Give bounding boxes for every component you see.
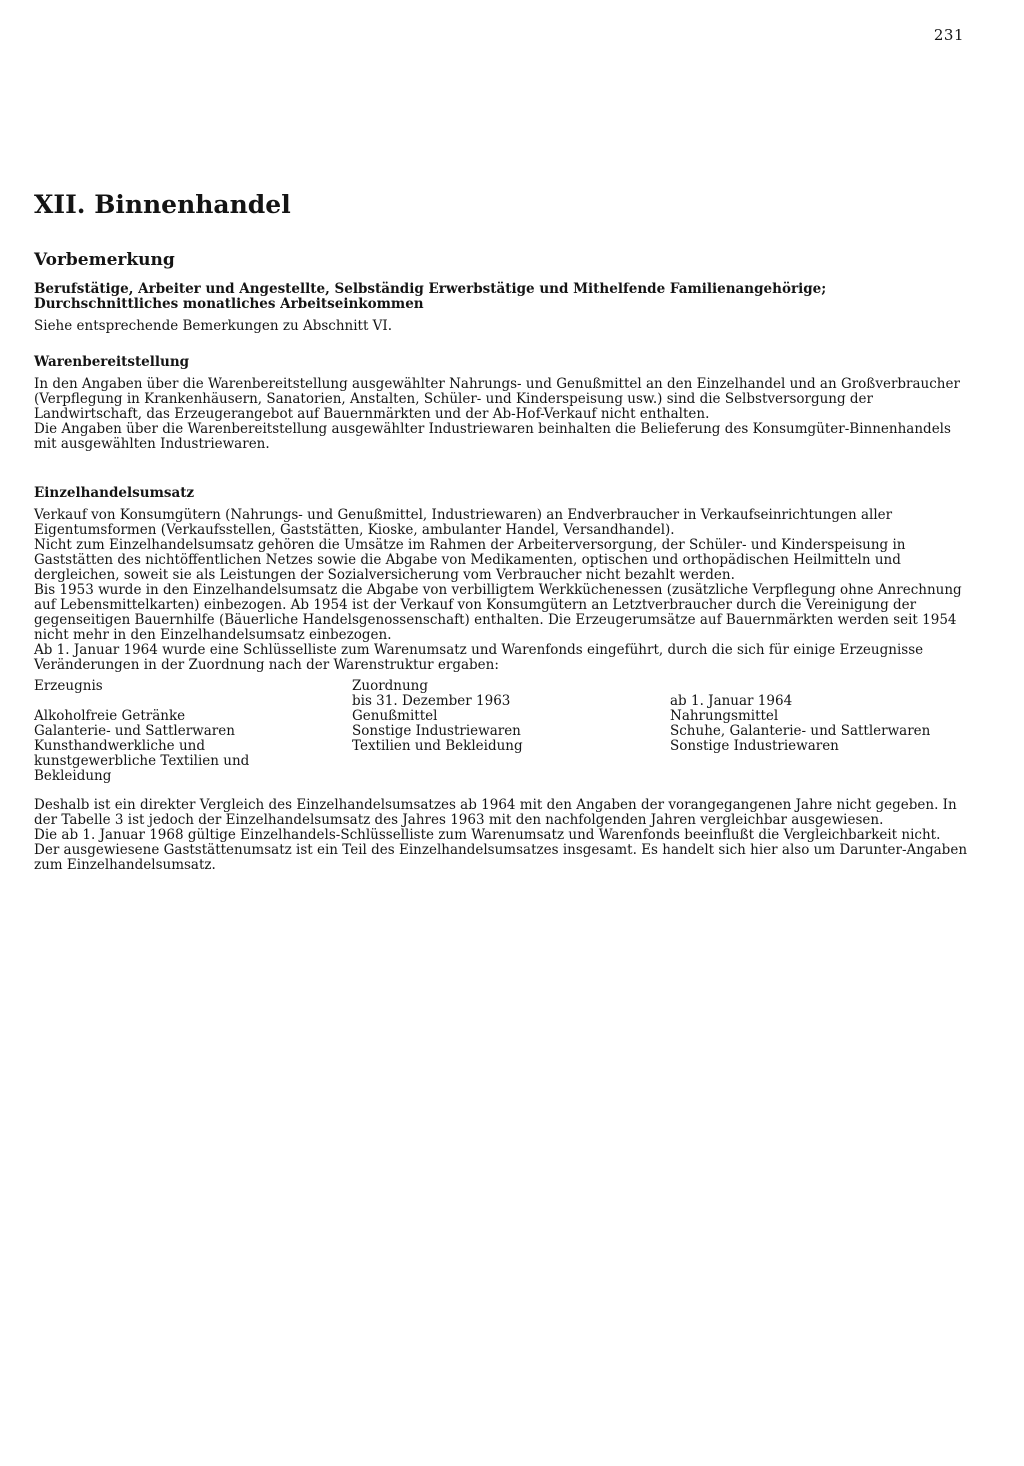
warenbereitstellung-paragraph: In den Angaben über die Warenbereitstellung ausgewählter Nahrungs- und Genußmittel an den Einzelhandel und an Großverbraucher (Verpflegung in Krankenhäusern, Sanatorien, Anstalten, Schüler- und Kinderspeisung usw.) sind die Selbstversorgung der Landwirtschaft, das Erzeugerangebot auf Bauernmärkten und der Ab-Hof-Verkauf nicht enthalten.: [34, 376, 960, 422]
page-number: 231: [933, 26, 964, 44]
table-cell-erzeugnis: Kunsthandwerkliche und kunstgewerbliche Textilien und Bekleidung: [34, 738, 250, 784]
table-cell-erzeugnis: Galanterie- und Sattlerwaren: [34, 723, 235, 739]
document-body: [34, 250, 969, 873]
intro-text: Siehe entsprechende Bemerkungen zu Abschnitt VI.: [34, 318, 393, 334]
warenbereitstellung-heading: Warenbereitstellung: [34, 354, 190, 370]
table-cell-bis: Textilien und Bekleidung: [352, 738, 523, 754]
section-heading: Vorbemerkung: [34, 250, 175, 270]
table-header-zuordnung: Zuordnung: [352, 678, 429, 694]
closing-paragraph: Die ab 1. Januar 1968 gültige Einzelhandels-Schlüsselliste zum Warenumsatz und Warenfonds beeinflußt die Vergleichbarkeit nicht.: [34, 827, 941, 843]
zuordnung-table: [34, 679, 969, 784]
table-subheader-bis: bis 31. Dezember 1963: [352, 693, 511, 709]
einzelhandelsumsatz-heading: Einzelhandelsumsatz: [34, 485, 195, 501]
table-cell-bis: Sonstige Industriewaren: [352, 723, 521, 739]
chapter-title: XII. Binnenhandel: [34, 190, 291, 219]
table-cell-ab: Sonstige Industriewaren: [670, 738, 839, 754]
table-cell-ab: Schuhe, Galanterie- und Sattlerwaren: [670, 723, 931, 739]
table-cell-ab: Nahrungsmittel: [670, 708, 779, 724]
closing-paragraph: Der ausgewiesene Gaststättenumsatz ist ein Teil des Einzelhandelsumsatzes insgesamt. Es handelt sich hier also um Darunter-Angaben zum Einzelhandelsumsatz.: [34, 842, 968, 873]
table-subheader-ab: ab 1. Januar 1964: [670, 693, 793, 709]
einzelhandelsumsatz-paragraph: Nicht zum Einzelhandelsumsatz gehören die Umsätze im Rahmen der Arbeiterversorgung, der Schüler- und Kinderspeisung in Gaststätten des nichtöffentlichen Netzes sowie die Abgabe von Medikamenten, optischen und orthopädischen Heilmitteln und dergleichen, soweit sie als Leistungen der Sozialversicherung vom Verbraucher nicht bezahlt werden.: [34, 537, 906, 583]
closing-paragraph: Deshalb ist ein direkter Vergleich des Einzelhandelsumsatzes ab 1964 mit den Angaben der vorangegangenen Jahre nicht gegeben. In der Tabelle 3 ist jedoch der Einzelhandelsumsatz des Jahres 1963 mit den nachfolgenden Jahren vergleichbar ausgewiesen.: [34, 797, 957, 828]
einzelhandelsumsatz-paragraph: Ab 1. Januar 1964 wurde eine Schlüsselliste zum Warenumsatz und Warenfonds eingeführt, durch die sich für einige Erzeugnisse Veränderungen in der Zuordnung nach der Warenstruktur ergaben:: [34, 642, 924, 673]
table-cell-bis: Genußmittel: [352, 708, 438, 724]
warenbereitstellung-paragraph: Die Angaben über die Warenbereitstellung ausgewählter Industriewaren beinhalten die Belieferung des Konsumgüter-Binnenhandels mit ausgewählten Industriewaren.: [34, 421, 951, 452]
einzelhandelsumsatz-paragraph: Bis 1953 wurde in den Einzelhandelsumsatz die Abgabe von verbilligtem Werkküchenessen (zusätzliche Verpflegung ohne Anrechnung auf Lebensmittelkarten) einbezogen. Ab 1954 ist der Verkauf von Konsumgütern an Letztverbraucher durch die Vereinigung der gegenseitigen Bauernhilfe (Bäuerliche Handelsgenossenschaft) enthalten. Die Erzeugerumsätze auf Bauernmärkten werden seit 1954 nicht mehr in den Einzelhandelsumsatz einbezogen.: [34, 582, 962, 643]
einzelhandelsumsatz-paragraph: Verkauf von Konsumgütern (Nahrungs- und Genußmittel, Industriewaren) an Endverbraucher in Verkaufseinrichtungen aller Eigentumsformen (Verkaufsstellen, Gaststätten, Kioske, ambulanter Handel, Versandhandel).: [34, 507, 893, 538]
table-header-erzeugnis: Erzeugnis: [34, 678, 103, 694]
intro-bold-text: Berufstätige, Arbeiter und Angestellte, Selbständig Erwerbstätige und Mithelfende Familienangehörige; Durchschnittliches monatliches Arbeitseinkommen: [34, 281, 827, 312]
table-cell-erzeugnis: Alkoholfreie Getränke: [34, 708, 186, 724]
